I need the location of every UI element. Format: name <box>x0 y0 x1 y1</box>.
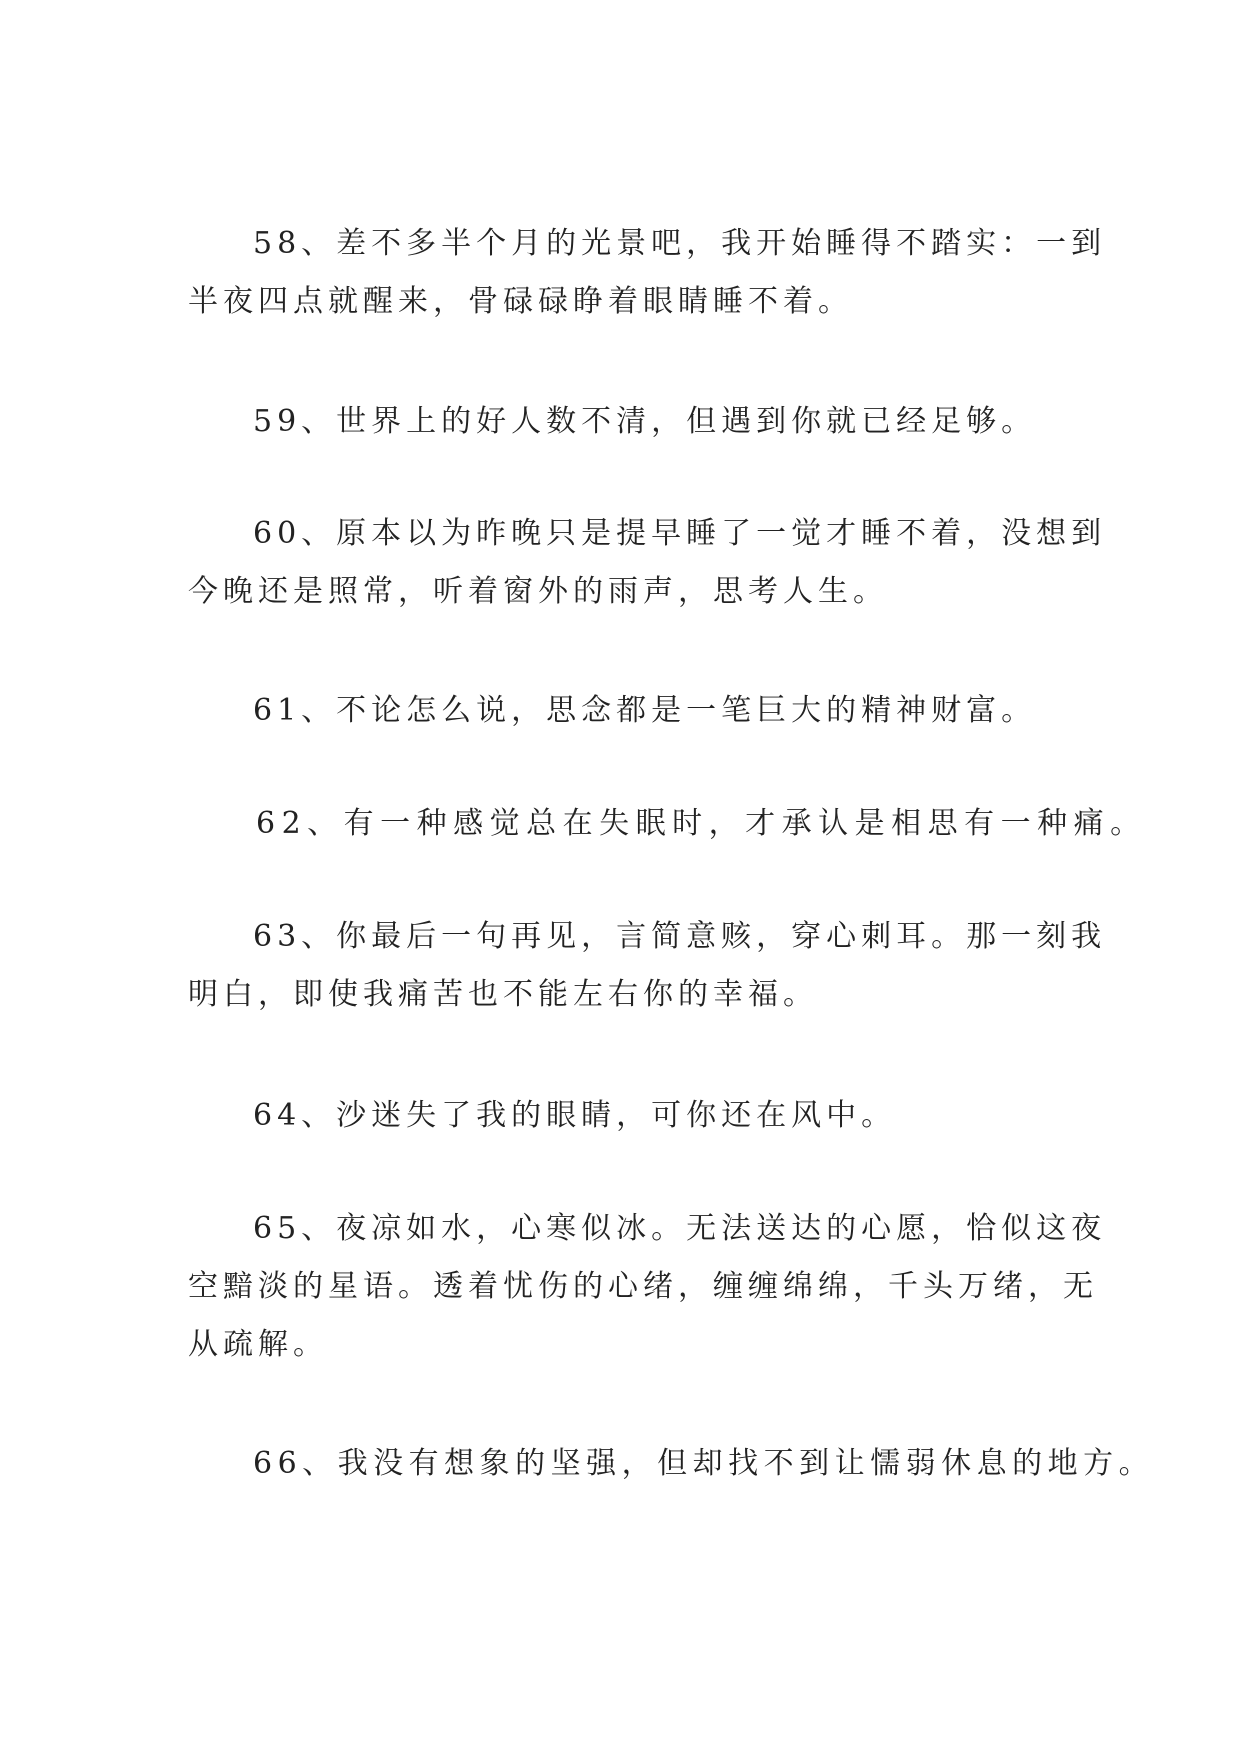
paragraph-line: 60、原本以为昨晚只是提早睡了一觉才睡不着，没想到 <box>253 516 1107 551</box>
paragraph-63 <box>188 908 1107 1024</box>
paragraph-64 <box>188 1087 1088 1145</box>
paragraph-line: 59、世界上的好人数不清，但遇到你就已经足够。 <box>253 404 1037 439</box>
paragraph-58 <box>188 215 1107 331</box>
paragraph-line: 58、差不多半个月的光景吧，我开始睡得不踏实：一到 <box>253 226 1107 261</box>
paragraph-line: 65、夜凉如水，心寒似冰。无法送达的心愿，恰似这夜 <box>253 1211 1107 1246</box>
paragraph-66 <box>188 1435 1155 1493</box>
paragraph-line: 62、有一种感觉总在失眠时，才承认是相思有一种痛。 <box>256 806 1147 841</box>
paragraph-line: 半夜四点就醒来，骨碌碌睁着眼睛睡不着。 <box>188 284 853 319</box>
paragraph-59 <box>188 393 1088 451</box>
paragraph-line: 63、你最后一句再见，言简意赅，穿心刺耳。那一刻我 <box>253 919 1107 954</box>
paragraph-line: 空黯淡的星语。透着忧伤的心绪，缠缠绵绵，千头万绪，无 <box>188 1269 1098 1304</box>
paragraph-60 <box>188 505 1107 621</box>
paragraph-line: 66、我没有想象的坚强，但却找不到让懦弱休息的地方。 <box>253 1446 1155 1481</box>
paragraph-line: 64、沙迷失了我的眼睛，可你还在风中。 <box>253 1098 897 1133</box>
paragraph-line: 明白，即使我痛苦也不能左右你的幸福。 <box>188 977 818 1012</box>
paragraph-62 <box>188 795 1147 853</box>
paragraph-65 <box>188 1200 1107 1374</box>
paragraph-line: 61、不论怎么说，思念都是一笔巨大的精神财富。 <box>253 693 1037 728</box>
paragraph-line: 今晚还是照常，听着窗外的雨声，思考人生。 <box>188 574 888 609</box>
paragraph-line: 从疏解。 <box>188 1327 328 1362</box>
paragraph-61 <box>188 682 1088 740</box>
